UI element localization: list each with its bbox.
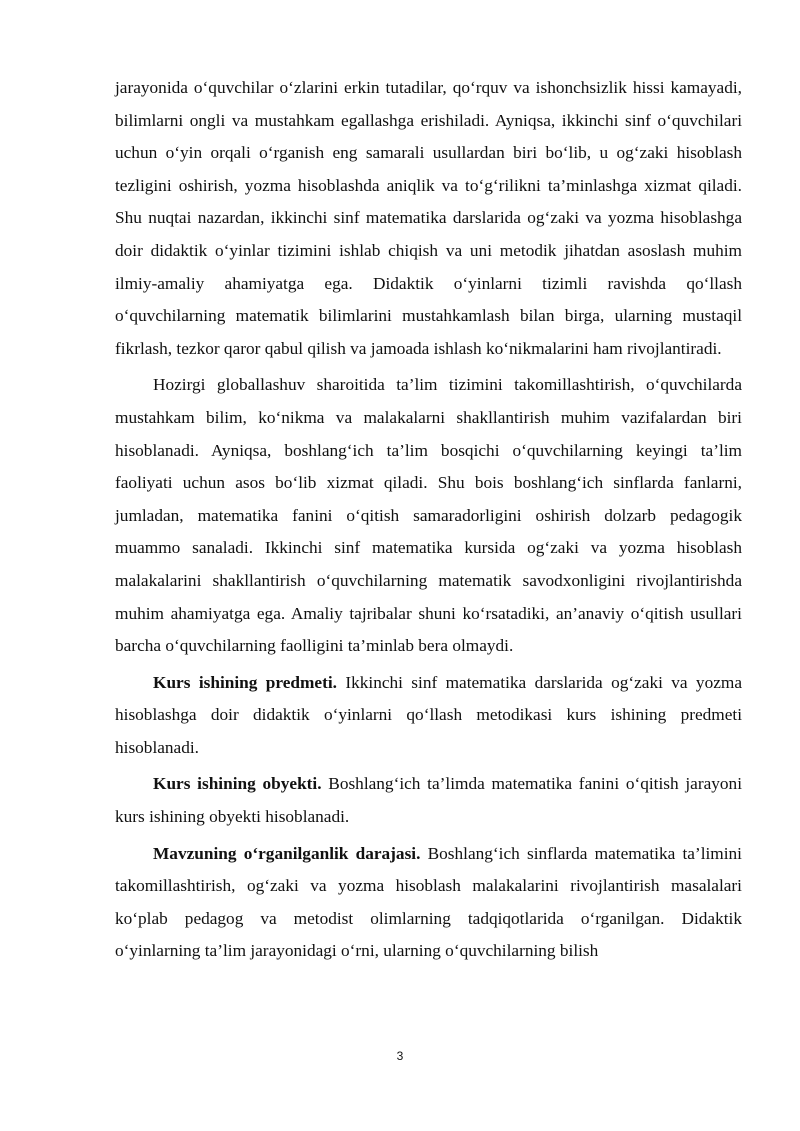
paragraph-text: Boshlang‘ich sinflarda matematika ta’limini takomillashtirish, og‘zaki va yozma hisoblash malakalarini rivojlantirish masalalari ko‘plab pedagog va metodist olimlarning tadqiqotlarida o‘rganilgan. Didaktik o‘yinlarning ta’lim jarayonidagi o‘rni, ularning o‘quvchilarning bilish (115, 843, 742, 961)
body-text (115, 72, 742, 968)
paragraph-object (115, 768, 742, 833)
paragraph-heading: Kurs ishining obyekti. (153, 774, 322, 794)
paragraph-subject (115, 667, 742, 765)
paragraph-text: Ikkinchi sinf matematika darslarida og‘zaki va yozma hisoblashga doir didaktik o‘yinlarni qo‘llash metodikasi kurs ishining predmeti hisoblanadi. (115, 672, 742, 757)
paragraph-heading: Mavzuning o‘rganilganlik darajasi. (153, 843, 421, 863)
paragraph-globalization (115, 369, 742, 662)
paragraph-continuation (115, 72, 742, 365)
page-number: 3 (396, 1049, 404, 1063)
paragraph-text: Hozirgi globallashuv sharoitida ta’lim tizimini takomillashtirish, o‘quvchilarda mustahkam bilim, ko‘nikma va malakalarni shakllantirish muhim vazifalardan biri hisoblanadi. Ayniqsa, boshlang‘ich ta’lim bosqichi o‘quvchilarning keyingi ta’lim faoliyati uchun asos bo‘lib xizmat qiladi. Shu bois boshlang‘ich sinflarda fanlarni, jumladan, matematika fanini o‘qitish samaradorligini oshirish dolzarb pedagogik muammo sanaladi. Ikkinchi sinf matematika kursida og‘zaki va yozma hisoblash malakalarini shakllantirish o‘quvchilarning matematik savodxonligini rivojlantirishda muhim ahamiyatga ega. Amaliy tajribalar shuni ko‘rsatadiki, an’anaviy o‘qitish usullari barcha o‘quvchilarning faolligini ta’minlab bera olmaydi. (115, 375, 742, 656)
paragraph-text: Boshlang‘ich ta’limda matematika fanini o‘qitish jarayoni kurs ishining obyekti hisoblanadi. (115, 774, 742, 827)
paragraph-text: jarayonida o‘quvchilar o‘zlarini erkin tutadilar, qo‘rquv va ishonchsizlik hissi kamayadi, bilimlarni ongli va mustahkam egallashga erishiladi. Ayniqsa, ikkinchi sinf o‘quvchilari uchun o‘yin orqali o‘rganish eng samarali usullardan biri bo‘lib, u og‘zaki hisoblash tezligini oshirish, yozma hisoblashda aniqlik va to‘g‘rilikni ta’minlashga xizmat qiladi. Shu nuqtai nazardan, ikkinchi sinf matematika darslarida og‘zaki va yozma hisoblashga doir didaktik o‘yinlar tizimini ishlab chiqish va uni metodik jihatdan asoslash muhim ilmiy-amaliy ahamiyatga ega. Didaktik o‘yinlarni tizimli ravishda qo‘llash o‘quvchilarning matematik bilimlarini mustahkamlash bilan birga, ularning mustaqil fikrlash, tezkor qaror qabul qilish va jamoada ishlash ko‘nikmalarini ham rivojlantiradi. (115, 78, 742, 358)
paragraph-study-level (115, 838, 742, 968)
paragraph-heading: Kurs ishining predmeti. (153, 672, 337, 692)
